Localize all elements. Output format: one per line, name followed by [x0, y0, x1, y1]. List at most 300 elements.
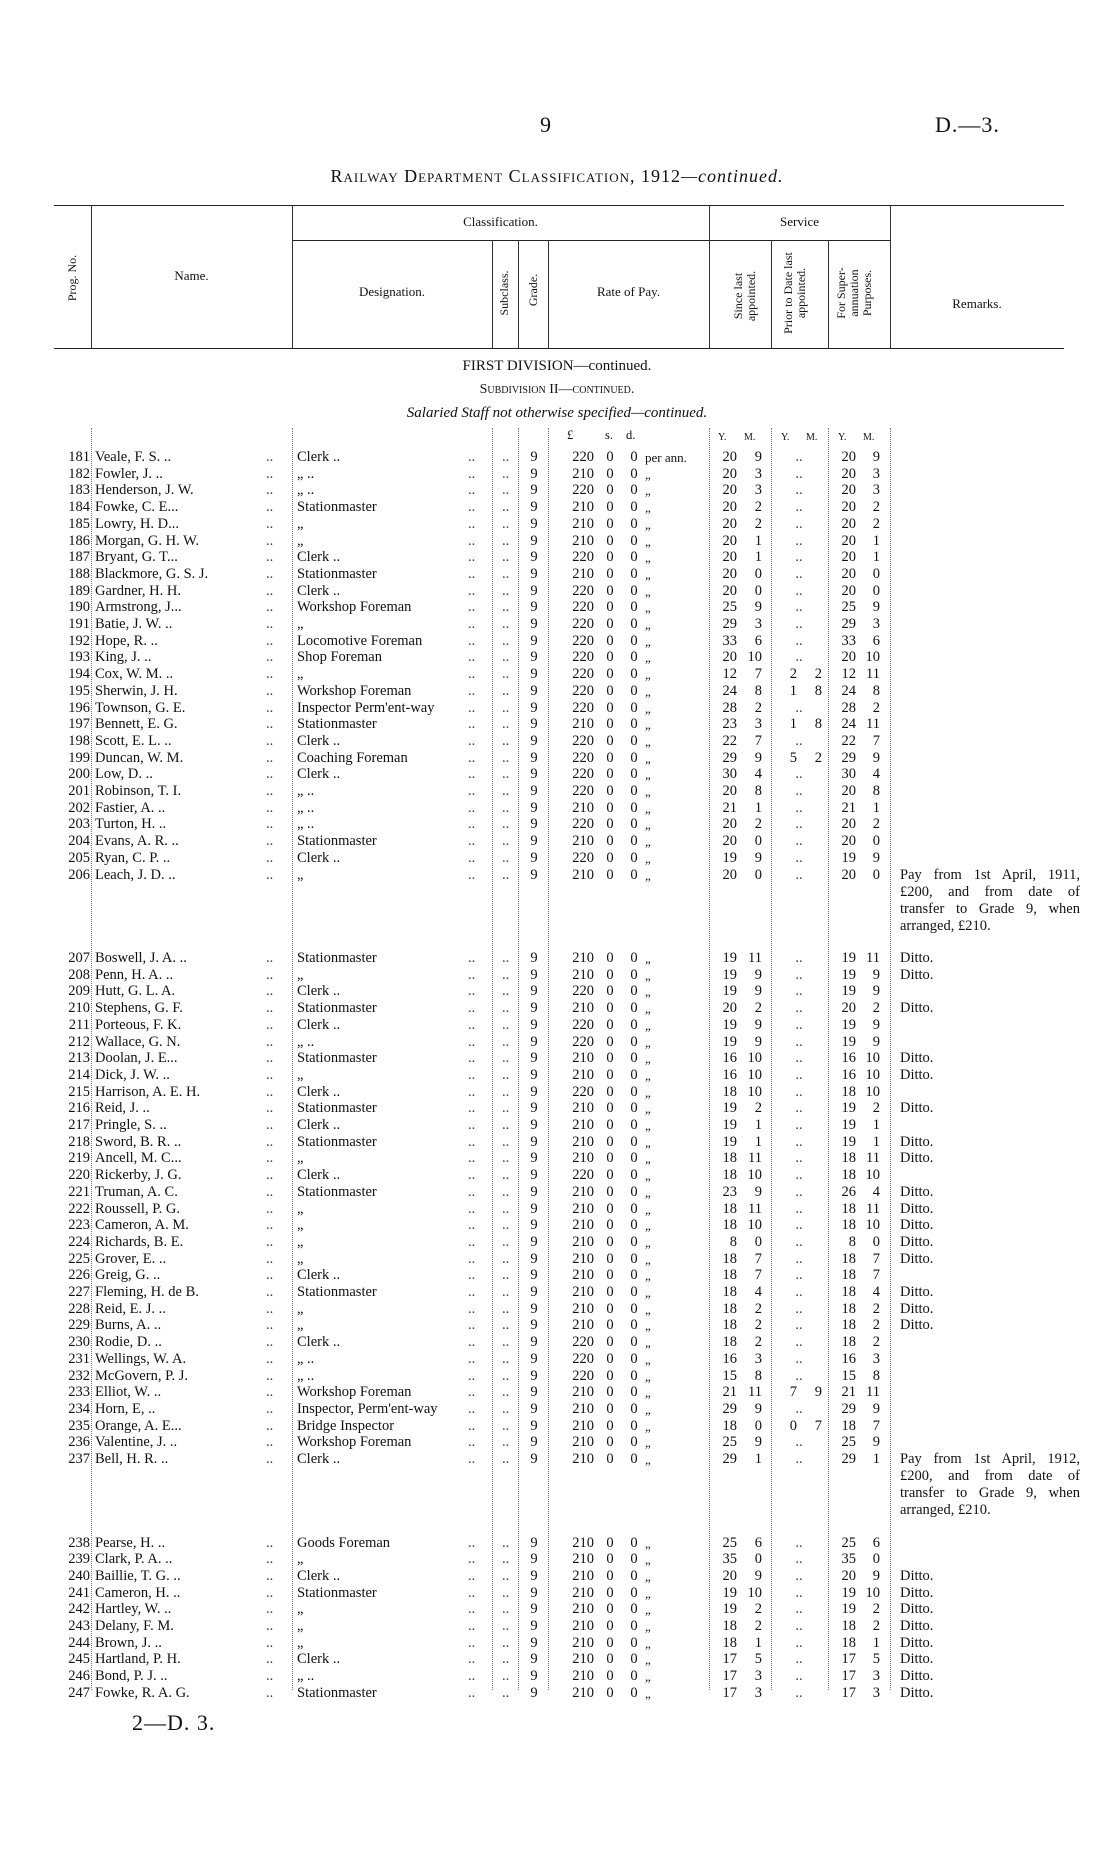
cell-pn: 0: [630, 1200, 638, 1217]
leader-dots: ..: [502, 1284, 510, 1300]
cell-fm: 0: [872, 565, 880, 582]
leader-dots: ..: [795, 1217, 803, 1234]
cell-name: Fowke, C. E...: [95, 499, 179, 516]
table-row: [0, 1067, 1114, 1084]
cell-sm: 7: [754, 1267, 762, 1284]
cell-sm: 4: [754, 766, 762, 783]
cell-grade: 9: [530, 950, 538, 966]
cell-sy: 18: [722, 1284, 737, 1300]
table-row: [0, 1234, 1114, 1251]
cell-sh: 0: [606, 816, 614, 833]
cell-per: „: [645, 1184, 651, 1200]
cell-prog: 223: [68, 1217, 90, 1234]
cell-des: Clerk ..: [297, 1451, 341, 1467]
cell-prog: 222: [68, 1200, 90, 1217]
cell-remarks: Ditto.: [900, 1300, 934, 1317]
cell-grade: 9: [530, 1434, 538, 1451]
leader-dots: ..: [468, 1367, 476, 1384]
cell-sm: 5: [754, 1651, 762, 1668]
cell-sm: 9: [754, 449, 762, 465]
cell-sh: 0: [606, 1117, 614, 1133]
cell-fy: 20: [841, 582, 856, 599]
cell-rate: 220: [572, 732, 594, 749]
cell-fy: 25: [841, 1534, 856, 1551]
cell-sy: 19: [722, 1016, 737, 1033]
table-row: [0, 866, 1114, 934]
leader-dots: ..: [795, 833, 803, 850]
cell-des: Clerk ..: [297, 849, 341, 866]
cell-des: Stationmaster: [297, 1284, 377, 1300]
leader-dots: ..: [502, 465, 510, 482]
leader-dots: ..: [266, 499, 274, 516]
cell-sh: 0: [606, 1200, 614, 1217]
cell-des: Stationmaster: [297, 1050, 377, 1067]
cell-sh: 0: [606, 1684, 614, 1701]
cell-fm: 2: [872, 1334, 880, 1351]
cell-prog: 216: [68, 1100, 90, 1117]
leader-dots: ..: [502, 799, 510, 816]
cell-prog: 209: [68, 983, 90, 1000]
table-row: [0, 1368, 1114, 1385]
leader-dots: ..: [468, 1534, 476, 1551]
cell-grade: 9: [530, 749, 538, 766]
leader-dots: ..: [266, 532, 274, 549]
cell-rate: 220: [572, 749, 594, 766]
leader-dots: ..: [795, 1033, 803, 1050]
header-service: Service: [780, 214, 819, 229]
leader-dots: ..: [266, 1367, 274, 1384]
leader-dots: ..: [795, 515, 803, 532]
cell-fm: 0: [872, 866, 880, 883]
cell-pn: 0: [630, 1167, 638, 1184]
cell-sy: 20: [722, 1567, 737, 1584]
table-row: [0, 649, 1114, 666]
cell-sy: 15: [722, 1367, 737, 1384]
cell-fy: 17: [841, 1651, 856, 1668]
cell-remarks: Ditto.: [900, 1250, 934, 1267]
leader-dots: ..: [266, 1200, 274, 1217]
cell-prog: 203: [68, 816, 90, 833]
cell-per: „: [645, 1151, 651, 1167]
cell-sh: 0: [606, 732, 614, 749]
cell-fm: 0: [872, 1233, 880, 1250]
cell-des: „: [297, 616, 304, 632]
cell-rate: 210: [572, 1384, 594, 1401]
table-row: [0, 1568, 1114, 1585]
leader-dots: ..: [468, 699, 476, 716]
cell-sy: 20: [722, 582, 737, 599]
leader-dots: ..: [266, 666, 274, 683]
cell-rate: 210: [572, 833, 594, 850]
cell-remarks: Ditto.: [900, 1133, 934, 1150]
page-footer: 2—D. 3.: [132, 1710, 216, 1735]
cell-per: „: [645, 750, 651, 766]
cell-des: „ ..: [297, 1367, 315, 1384]
leader-dots: ..: [795, 1651, 803, 1668]
leader-dots: ..: [795, 1367, 803, 1384]
cell-sm: 10: [747, 1167, 762, 1184]
cell-rate: 210: [572, 499, 594, 516]
cell-fy: 20: [841, 649, 856, 666]
cell-pn: 0: [630, 1150, 638, 1167]
cell-des: Goods Foreman: [297, 1534, 391, 1551]
cell-des: Coaching Foreman: [297, 749, 408, 766]
table-row: [0, 1150, 1114, 1167]
leader-dots: ..: [468, 1618, 476, 1634]
cell-per: „: [645, 1368, 651, 1384]
cell-sh: 0: [606, 1334, 614, 1351]
cell-remarks: Ditto.: [900, 1567, 934, 1584]
cell-pn: 0: [630, 1367, 638, 1384]
cell-fm: 9: [872, 749, 880, 766]
cell-pn: 0: [630, 1233, 638, 1250]
cell-grade: 9: [530, 1300, 538, 1317]
cell-sy: 19: [722, 849, 737, 866]
cell-fm: 1: [872, 799, 880, 816]
header-name: Name.: [174, 268, 209, 283]
cell-rate: 210: [572, 565, 594, 582]
cell-sm: 3: [754, 1668, 762, 1685]
cell-fy: 20: [841, 532, 856, 549]
cell-rate: 210: [572, 1183, 594, 1200]
cell-fy: 33: [841, 632, 856, 649]
cell-prog: 201: [68, 783, 90, 799]
cell-des: Stationmaster: [297, 565, 377, 582]
cell-fm: 9: [872, 1434, 880, 1451]
cell-prog: 224: [68, 1233, 90, 1250]
cell-fm: 3: [872, 482, 880, 499]
cell-fm: 3: [872, 1684, 880, 1701]
cell-fy: 15: [841, 1367, 856, 1384]
cell-sm: 1: [754, 1117, 762, 1133]
table-row: [0, 616, 1114, 633]
cell-per: „: [645, 834, 651, 850]
cell-rate: 210: [572, 1317, 594, 1334]
cell-sm: 2: [754, 1100, 762, 1117]
cell-grade: 9: [530, 515, 538, 532]
cell-name: Sherwin, J. H.: [95, 682, 178, 699]
cell-sm: 11: [748, 1150, 762, 1167]
cell-rate: 210: [572, 1300, 594, 1317]
cell-per: „: [645, 1218, 651, 1234]
table-row: [0, 1034, 1114, 1051]
cell-pn: 0: [630, 1083, 638, 1100]
cell-pn: 0: [630, 532, 638, 549]
cell-grade: 9: [530, 1066, 538, 1083]
cell-per: „: [645, 1318, 651, 1334]
cell-des: „: [297, 1200, 304, 1217]
cell-fm: 3: [872, 616, 880, 632]
cell-sy: 30: [722, 766, 737, 783]
leader-dots: ..: [266, 1400, 274, 1417]
cell-fm: 5: [872, 1651, 880, 1668]
cell-name: Gardner, H. H.: [95, 582, 181, 599]
cell-fy: 20: [841, 515, 856, 532]
cell-per: „: [645, 951, 651, 966]
cell-name: Ancell, M. C...: [95, 1150, 182, 1167]
cell-remarks: Ditto.: [900, 1183, 934, 1200]
leader-dots: ..: [266, 1083, 274, 1100]
cell-des: „: [297, 1233, 304, 1250]
leader-dots: ..: [795, 465, 803, 482]
table-row: [0, 1651, 1114, 1668]
cell-fm: 6: [872, 1534, 880, 1551]
cell-fy: 20: [841, 816, 856, 833]
leader-dots: ..: [468, 1300, 476, 1317]
cell-fy: 18: [841, 1250, 856, 1267]
cell-sy: 18: [722, 1200, 737, 1217]
cell-fy: 19: [841, 1016, 856, 1033]
cell-sm: 2: [754, 1317, 762, 1334]
cell-name: Pringle, S. ..: [95, 1117, 167, 1133]
cell-sm: 9: [754, 1567, 762, 1584]
leader-dots: ..: [502, 749, 510, 766]
cell-sh: 0: [606, 1651, 614, 1668]
cell-fm: 10: [865, 1167, 880, 1184]
cell-sy: 29: [722, 1451, 737, 1467]
cell-per: „: [645, 516, 651, 532]
cell-grade: 9: [530, 1133, 538, 1150]
leader-dots: ..: [266, 1183, 274, 1200]
cell-prog: 196: [68, 699, 90, 716]
cell-pn: 0: [630, 833, 638, 850]
leader-dots: ..: [266, 1434, 274, 1451]
cell-fm: 2: [872, 1618, 880, 1634]
cell-sm: 2: [754, 1618, 762, 1634]
cell-prog: 202: [68, 799, 90, 816]
unit-years: Y.: [718, 432, 727, 443]
table-row: [0, 733, 1114, 750]
cell-pn: 0: [630, 449, 638, 465]
leader-dots: ..: [266, 1584, 274, 1601]
leader-dots: ..: [266, 1284, 274, 1300]
cell-sh: 0: [606, 1384, 614, 1401]
cell-sh: 0: [606, 1534, 614, 1551]
leader-dots: ..: [795, 616, 803, 632]
cell-fy: 22: [841, 732, 856, 749]
cell-pn: 0: [630, 666, 638, 683]
cell-sm: 7: [754, 1250, 762, 1267]
cell-fy: 21: [841, 1384, 856, 1401]
cell-sm: 8: [754, 1367, 762, 1384]
cell-rate: 210: [572, 1684, 594, 1701]
cell-sm: 1: [754, 532, 762, 549]
cell-name: Scott, E. L. ..: [95, 732, 172, 749]
cell-fm: 9: [872, 849, 880, 866]
cell-prog: 231: [68, 1350, 90, 1367]
cell-rate: 220: [572, 582, 594, 599]
cell-prog: 204: [68, 833, 90, 850]
cell-prog: 184: [68, 499, 90, 516]
cell-grade: 9: [530, 1584, 538, 1601]
table-row: [0, 1134, 1114, 1151]
table-row: [0, 466, 1114, 483]
cell-grade: 9: [530, 1050, 538, 1067]
cell-sh: 0: [606, 716, 614, 733]
leader-dots: ..: [266, 1334, 274, 1351]
cell-remarks: Ditto.: [900, 950, 934, 966]
cell-sh: 0: [606, 1250, 614, 1267]
leader-dots: ..: [502, 649, 510, 666]
cell-rate: 220: [572, 649, 594, 666]
leader-dots: ..: [468, 616, 476, 632]
cell-pn: 0: [630, 482, 638, 499]
cell-rate: 220: [572, 482, 594, 499]
cell-per: „: [645, 1418, 651, 1434]
leader-dots: ..: [795, 783, 803, 799]
cell-per: „: [645, 767, 651, 783]
leader-dots: ..: [266, 1117, 274, 1133]
leader-dots: ..: [468, 716, 476, 733]
leader-dots: ..: [266, 966, 274, 983]
cell-pn: 0: [630, 783, 638, 799]
cell-sy: 20: [722, 449, 737, 465]
cell-rate: 220: [572, 849, 594, 866]
cell-sh: 0: [606, 783, 614, 799]
cell-fy: 18: [841, 1317, 856, 1334]
leader-dots: ..: [468, 682, 476, 699]
cell-sh: 0: [606, 1033, 614, 1050]
cell-name: Delany, F. M.: [95, 1618, 174, 1634]
cell-per: „: [645, 1285, 651, 1300]
cell-fm: 4: [872, 766, 880, 783]
leader-dots: ..: [468, 1167, 476, 1184]
cell-des: Clerk ..: [297, 1083, 341, 1100]
cell-grade: 9: [530, 532, 538, 549]
cell-rate: 210: [572, 1117, 594, 1133]
cell-prog: 227: [68, 1284, 90, 1300]
leader-dots: ..: [266, 1016, 274, 1033]
cell-sh: 0: [606, 1601, 614, 1618]
cell-sy: 18: [722, 1267, 737, 1284]
cell-pn: 0: [630, 1584, 638, 1601]
cell-per: „: [645, 1669, 651, 1685]
page-title: [0, 166, 1114, 187]
cell-per: „: [645, 1201, 651, 1217]
cell-per: „: [645, 1351, 651, 1367]
cell-sy: 18: [722, 1250, 737, 1267]
cell-prog: 220: [68, 1167, 90, 1184]
leader-dots: ..: [266, 799, 274, 816]
unit-years: Y.: [838, 432, 847, 443]
leader-dots: ..: [468, 816, 476, 833]
leader-dots: ..: [468, 666, 476, 683]
cell-remarks: Ditto.: [900, 1100, 934, 1117]
leader-dots: ..: [502, 1150, 510, 1167]
cell-prog: 242: [68, 1601, 90, 1618]
cell-pn: 0: [630, 1384, 638, 1401]
cell-sm: 4: [754, 1284, 762, 1300]
leader-dots: ..: [795, 499, 803, 516]
cell-sh: 0: [606, 616, 614, 632]
cell-des: „: [297, 1066, 304, 1083]
cell-sy: 20: [722, 499, 737, 516]
cell-per: „: [645, 1001, 651, 1017]
division-heading: FIRST DIVISION—continued.: [462, 358, 652, 374]
cell-py: 1: [789, 682, 797, 699]
cell-sh: 0: [606, 1417, 614, 1434]
cell-rate: 210: [572, 1417, 594, 1434]
cell-des: „ ..: [297, 465, 315, 482]
leader-dots: ..: [795, 966, 803, 983]
cell-prog: 185: [68, 515, 90, 532]
cell-sy: 18: [722, 1217, 737, 1234]
cell-pn: 0: [630, 565, 638, 582]
cell-sm: 3: [754, 482, 762, 499]
cell-pn: 0: [630, 632, 638, 649]
cell-grade: 9: [530, 849, 538, 866]
cell-sy: 25: [722, 1534, 737, 1551]
cell-grade: 9: [530, 1668, 538, 1685]
cell-sm: 9: [754, 966, 762, 983]
cell-sh: 0: [606, 582, 614, 599]
cell-prog: 191: [68, 616, 90, 632]
cell-des: Clerk ..: [297, 582, 341, 599]
cell-grade: 9: [530, 1117, 538, 1133]
leader-dots: ..: [468, 1434, 476, 1451]
cell-fy: 8: [848, 1233, 856, 1250]
leader-dots: ..: [468, 983, 476, 1000]
cell-rate: 220: [572, 682, 594, 699]
cell-grade: 9: [530, 866, 538, 883]
cell-sm: 2: [754, 1334, 762, 1351]
cell-sh: 0: [606, 699, 614, 716]
leader-dots: ..: [468, 549, 476, 566]
leader-dots: ..: [795, 632, 803, 649]
cell-grade: 9: [530, 632, 538, 649]
cell-sh: 0: [606, 1233, 614, 1250]
leader-dots: ..: [468, 599, 476, 616]
cell-sm: 0: [754, 833, 762, 850]
leader-dots: ..: [502, 1016, 510, 1033]
cell-per: „: [645, 1301, 651, 1317]
cell-rate: 220: [572, 549, 594, 566]
leader-dots: ..: [468, 799, 476, 816]
cell-per: „: [645, 784, 651, 799]
cell-sh: 0: [606, 499, 614, 516]
header-prog-no: Prog. No.: [65, 254, 79, 302]
cell-prog: 207: [68, 950, 90, 966]
cell-sy: 20: [722, 482, 737, 499]
leader-dots: ..: [502, 1250, 510, 1267]
table-row: [0, 700, 1114, 717]
table-row: [0, 1167, 1114, 1184]
cell-fy: 19: [841, 849, 856, 866]
cell-prog: 244: [68, 1634, 90, 1651]
cell-pn: 0: [630, 1317, 638, 1334]
cell-sm: 3: [754, 1350, 762, 1367]
cell-per: „: [645, 733, 651, 749]
cell-des: Stationmaster: [297, 716, 377, 733]
cell-sy: 18: [722, 1317, 737, 1334]
cell-fm: 11: [866, 950, 880, 966]
cell-per: „: [645, 1268, 651, 1284]
cell-pn: 0: [630, 1250, 638, 1267]
cell-grade: 9: [530, 649, 538, 666]
leader-dots: ..: [468, 1651, 476, 1668]
table-row: [0, 816, 1114, 833]
cell-pn: 0: [630, 1334, 638, 1351]
cell-sy: 19: [722, 1100, 737, 1117]
table-row: [0, 566, 1114, 583]
cell-per: „: [645, 817, 651, 833]
leader-dots: ..: [266, 833, 274, 850]
leader-dots: ..: [266, 1250, 274, 1267]
cell-pn: 0: [630, 1684, 638, 1701]
cell-sh: 0: [606, 1551, 614, 1568]
leader-dots: ..: [266, 1451, 274, 1467]
cell-rate: 210: [572, 1066, 594, 1083]
